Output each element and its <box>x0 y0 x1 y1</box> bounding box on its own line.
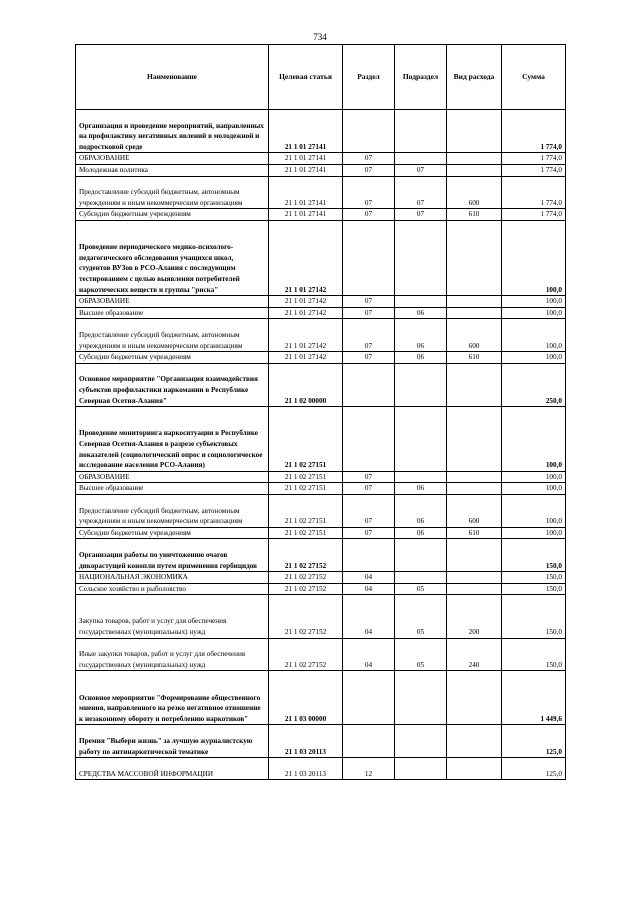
row-name: Иные закупки товаров, работ и услуг для обеспечения государственных (муниципальных) нужд <box>76 638 269 671</box>
row-name: Молодежная политика <box>76 164 269 176</box>
header-row <box>76 45 566 110</box>
row-section: 07 <box>343 296 395 308</box>
header-name: Наименование <box>76 45 269 110</box>
row-expense-type: 610 <box>447 527 502 539</box>
row-expense-type <box>447 363 502 406</box>
row-subsection: 05 <box>395 595 447 638</box>
row-name: ОБРАЗОВАНИЕ <box>76 296 269 308</box>
header-subsection: Подраздел <box>395 45 447 110</box>
row-section: 07 <box>343 483 395 495</box>
table-row <box>76 471 566 483</box>
row-amount: 100,0 <box>502 296 566 308</box>
row-target: 21 1 01 27142 <box>269 319 343 352</box>
row-target: 21 1 01 27142 <box>269 352 343 364</box>
row-expense-type: 200 <box>447 595 502 638</box>
row-section: 07 <box>343 164 395 176</box>
row-expense-type: 240 <box>447 638 502 671</box>
row-amount: 100,0 <box>502 319 566 352</box>
row-section: 07 <box>343 471 395 483</box>
row-target: 21 1 02 27151 <box>269 494 343 527</box>
row-subsection: 05 <box>395 638 447 671</box>
row-subsection <box>395 471 447 483</box>
table-row <box>76 638 566 671</box>
row-target: 21 1 02 27152 <box>269 638 343 671</box>
row-expense-type: 610 <box>447 209 502 221</box>
row-subsection: 07 <box>395 209 447 221</box>
row-name: Проведение мониторинга наркоситуации в Республике Северная Осетия-Алания в разрезе субъектовых показателей (социологический опрос и социологическое исследование населения РСО-Алания) <box>76 407 269 472</box>
table-row <box>76 583 566 595</box>
row-target: 21 1 01 27141 <box>269 209 343 221</box>
row-expense-type <box>447 471 502 483</box>
row-target: 21 1 02 00000 <box>269 363 343 406</box>
row-target: 21 1 02 27152 <box>269 539 343 572</box>
row-name: Субсидии бюджетным учреждениям <box>76 527 269 539</box>
row-name: Высшее образование <box>76 307 269 319</box>
row-expense-type <box>447 296 502 308</box>
row-expense-type <box>447 483 502 495</box>
row-expense-type <box>447 671 502 725</box>
row-subsection <box>395 407 447 472</box>
row-amount: 100,0 <box>502 352 566 364</box>
row-name: СРЕДСТВА МАССОВОЙ ИНФОРМАЦИИ <box>76 758 269 780</box>
table-row <box>76 539 566 572</box>
row-name: Основное мероприятие "Организация взаимодействия субъектов профилактики наркомании в Республике Северная Осетия-Алания" <box>76 363 269 406</box>
row-subsection: 06 <box>395 307 447 319</box>
row-target: 21 1 03 20113 <box>269 758 343 780</box>
row-section <box>343 407 395 472</box>
row-subsection: 06 <box>395 494 447 527</box>
row-target: 21 1 02 27151 <box>269 483 343 495</box>
row-name: Премия "Выбери жизнь" за лучшую журналистскую работу по антинаркотической тематике <box>76 725 269 758</box>
row-expense-type <box>447 110 502 153</box>
table-row <box>76 110 566 153</box>
row-expense-type <box>447 153 502 165</box>
row-amount: 100,0 <box>502 407 566 472</box>
row-target: 21 1 02 27151 <box>269 527 343 539</box>
row-amount: 100,0 <box>502 307 566 319</box>
row-name: Субсидии бюджетным учреждениям <box>76 352 269 364</box>
row-target: 21 1 02 27152 <box>269 583 343 595</box>
row-name: Высшее образование <box>76 483 269 495</box>
row-subsection: 05 <box>395 583 447 595</box>
row-section: 12 <box>343 758 395 780</box>
row-subsection <box>395 363 447 406</box>
row-expense-type: 600 <box>447 494 502 527</box>
row-expense-type <box>447 407 502 472</box>
row-subsection <box>395 220 447 295</box>
row-name: Проведение периодического медико-психолого-педагогического обследования учащихся школ, студентов ВУЗов в РСО-Алания с последующим тестированием с целью выявления потребителей наркотических веществ и группы "риска" <box>76 220 269 295</box>
row-subsection <box>395 296 447 308</box>
table-row <box>76 595 566 638</box>
table-row <box>76 319 566 352</box>
budget-table <box>75 44 566 780</box>
row-subsection: 06 <box>395 483 447 495</box>
row-name: Сельское хозяйство и рыболовство <box>76 583 269 595</box>
row-section: 04 <box>343 583 395 595</box>
header-expense-type: Вид расхода <box>447 45 502 110</box>
row-subsection <box>395 572 447 584</box>
row-name: ОБРАЗОВАНИЕ <box>76 153 269 165</box>
row-target: 21 1 01 27141 <box>269 164 343 176</box>
row-section: 07 <box>343 209 395 221</box>
row-target: 21 1 01 27141 <box>269 176 343 209</box>
row-target: 21 1 02 27151 <box>269 407 343 472</box>
row-subsection <box>395 539 447 572</box>
table-row <box>76 527 566 539</box>
row-section <box>343 220 395 295</box>
header-target: Целевая статья <box>269 45 343 110</box>
row-amount: 100,0 <box>502 220 566 295</box>
table-row <box>76 483 566 495</box>
row-expense-type <box>447 583 502 595</box>
row-name: Предоставление субсидий бюджетным, автономным учреждениям и иным некоммерческим организациям <box>76 494 269 527</box>
row-section: 07 <box>343 527 395 539</box>
row-expense-type <box>447 164 502 176</box>
table-row <box>76 307 566 319</box>
row-target: 21 1 01 27142 <box>269 307 343 319</box>
row-amount: 1 449,6 <box>502 671 566 725</box>
table-row <box>76 176 566 209</box>
table-row <box>76 220 566 295</box>
table-row <box>76 363 566 406</box>
row-subsection: 06 <box>395 527 447 539</box>
row-name: ОБРАЗОВАНИЕ <box>76 471 269 483</box>
table-row <box>76 352 566 364</box>
row-expense-type <box>447 758 502 780</box>
row-section: 07 <box>343 153 395 165</box>
page-number: 734 <box>313 32 327 42</box>
row-name: Предоставление субсидий бюджетным, автономным учреждениям и иным некоммерческим организациям <box>76 319 269 352</box>
row-expense-type: 600 <box>447 319 502 352</box>
row-subsection <box>395 758 447 780</box>
row-target: 21 1 01 27141 <box>269 110 343 153</box>
row-amount: 100,0 <box>502 471 566 483</box>
row-amount: 250,0 <box>502 363 566 406</box>
table-body <box>76 110 566 780</box>
row-amount: 125,0 <box>502 725 566 758</box>
row-section: 04 <box>343 595 395 638</box>
row-section <box>343 671 395 725</box>
row-name: Субсидии бюджетным учреждениям <box>76 209 269 221</box>
row-section <box>343 363 395 406</box>
row-subsection: 06 <box>395 352 447 364</box>
row-target: 21 1 02 27152 <box>269 595 343 638</box>
header-amount: Сумма <box>502 45 566 110</box>
row-name: НАЦИОНАЛЬНАЯ ЭКОНОМИКА <box>76 572 269 584</box>
table-row <box>76 209 566 221</box>
row-amount: 125,0 <box>502 758 566 780</box>
row-expense-type: 610 <box>447 352 502 364</box>
table-row <box>76 153 566 165</box>
table-row <box>76 758 566 780</box>
row-subsection <box>395 671 447 725</box>
row-target: 21 1 03 00000 <box>269 671 343 725</box>
row-name: Предоставление субсидий бюджетным, автономным учреждениям и иным некоммерческим организациям <box>76 176 269 209</box>
row-section: 07 <box>343 494 395 527</box>
row-amount: 150,0 <box>502 595 566 638</box>
row-section <box>343 725 395 758</box>
row-expense-type <box>447 572 502 584</box>
row-subsection <box>395 153 447 165</box>
table-row <box>76 725 566 758</box>
row-expense-type <box>447 539 502 572</box>
row-amount: 150,0 <box>502 539 566 572</box>
row-name: Организация и проведение мероприятий, направленных на профилактику негативных явлений в молодежной и подростковой среде <box>76 110 269 153</box>
header-section: Раздел <box>343 45 395 110</box>
row-target: 21 1 02 27151 <box>269 471 343 483</box>
row-section: 07 <box>343 307 395 319</box>
row-expense-type <box>447 307 502 319</box>
row-section: 07 <box>343 319 395 352</box>
row-section: 07 <box>343 352 395 364</box>
row-amount: 1 774,0 <box>502 164 566 176</box>
row-expense-type: 600 <box>447 176 502 209</box>
row-subsection: 07 <box>395 164 447 176</box>
row-name: Основное мероприятие "Формирование общественного мнения, направленного на резко негативное отношение к незаконному обороту и потреблению наркотиков" <box>76 671 269 725</box>
table-row <box>76 671 566 725</box>
row-subsection: 07 <box>395 176 447 209</box>
row-amount: 150,0 <box>502 583 566 595</box>
row-section: 04 <box>343 638 395 671</box>
row-target: 21 1 01 27142 <box>269 220 343 295</box>
row-amount: 150,0 <box>502 638 566 671</box>
row-amount: 1 774,0 <box>502 209 566 221</box>
row-subsection <box>395 725 447 758</box>
row-section: 04 <box>343 572 395 584</box>
row-expense-type <box>447 725 502 758</box>
row-section <box>343 110 395 153</box>
table-row <box>76 296 566 308</box>
row-target: 21 1 01 27142 <box>269 296 343 308</box>
row-amount: 1 774,0 <box>502 176 566 209</box>
row-subsection <box>395 110 447 153</box>
row-target: 21 1 03 20113 <box>269 725 343 758</box>
row-target: 21 1 02 27152 <box>269 572 343 584</box>
row-amount: 100,0 <box>502 527 566 539</box>
row-name: Организация работы по уничтожению очагов дикорастущей конопли путем применения гербицидов <box>76 539 269 572</box>
row-subsection: 06 <box>395 319 447 352</box>
table-row <box>76 494 566 527</box>
row-amount: 1 774,0 <box>502 110 566 153</box>
row-section: 07 <box>343 176 395 209</box>
row-target: 21 1 01 27141 <box>269 153 343 165</box>
row-amount: 150,0 <box>502 572 566 584</box>
row-expense-type <box>447 220 502 295</box>
table-row <box>76 572 566 584</box>
row-amount: 1 774,0 <box>502 153 566 165</box>
table-row <box>76 164 566 176</box>
row-amount: 100,0 <box>502 483 566 495</box>
row-section <box>343 539 395 572</box>
row-amount: 100,0 <box>502 494 566 527</box>
table-row <box>76 407 566 472</box>
row-name: Закупка товаров, работ и услуг для обеспечения государственных (муниципальных) нужд <box>76 595 269 638</box>
